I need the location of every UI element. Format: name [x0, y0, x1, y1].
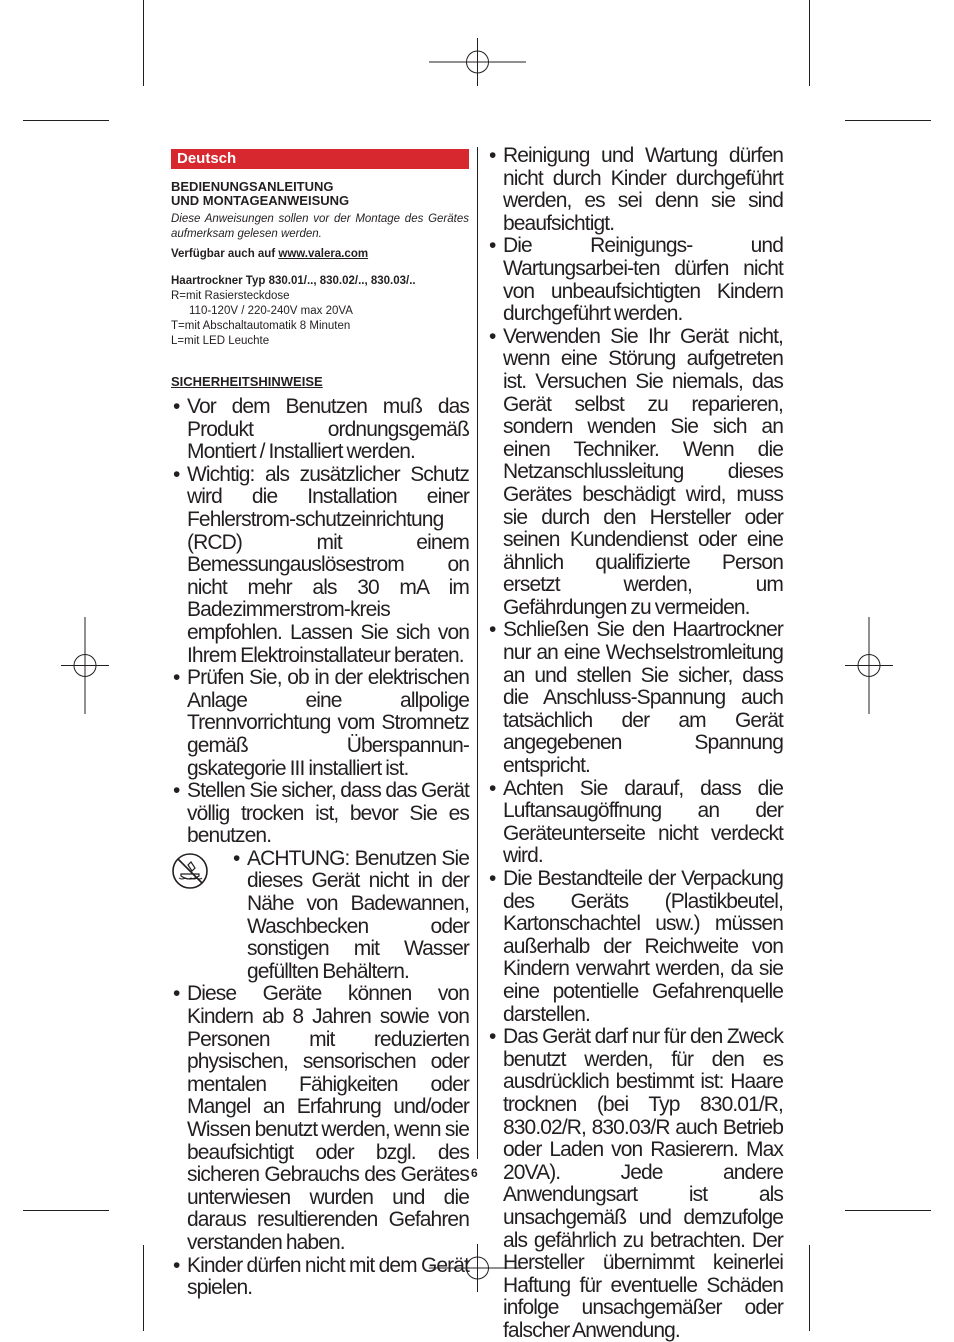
- website-link[interactable]: www.valera.com: [278, 248, 369, 260]
- heading-line: BEDIENUNGSANLEITUNG: [171, 179, 334, 194]
- type-title: Haartrockner Typ 830.01/.., 830.02/.., 830.03/..: [171, 275, 416, 287]
- list-item: • Achten Sie darauf, dass die Luftansaugöffnung an der Geräteunterseite nicht verdeckt wird.: [487, 778, 783, 868]
- type-line: L=mit LED Leuchte: [171, 335, 270, 347]
- safety-heading: SICHERHEITSHINWEISE: [171, 374, 323, 389]
- crop-mark: [23, 120, 109, 121]
- type-line: 110-120V / 220-240V max 20VA: [189, 305, 353, 317]
- right-column: [487, 145, 783, 1342]
- registration-mark-left: [61, 617, 109, 714]
- type-line: R=mit Rasiersteckdose: [171, 290, 290, 302]
- list-item: • Die Bestandteile der Verpackung des Geräts (Plastikbeutel, Kartonschachtel usw.) müssen außerhalb der Reichweite von Kindern verwahrt werden, da sie eine potentielle Gefahrenquelle darstellen.: [487, 868, 783, 1026]
- crop-mark: [845, 1210, 931, 1211]
- list-item: • Reinigung und Wartung dürfen nicht durch Kinder durchgeführt werden, es sei denn sie sind beaufsichtigt.: [487, 145, 783, 235]
- list-item: • Schließen Sie den Haartrockner nur an eine Wechselstromleitung an und stellen Sie sicher, dass die Anschluss-Spannung auch tatsächlich der am Gerät angegebenen Spannung entspricht.: [487, 619, 783, 777]
- crop-mark: [143, 1245, 144, 1331]
- heading-line: UND MONTAGEANWEISUNG: [171, 193, 350, 208]
- safety-list: [171, 396, 469, 848]
- list-item: • Stellen Sie sicher, dass das Gerät völlig trocken ist, bevor Sie es benutzen.: [171, 780, 469, 848]
- list-item: • Die Reinigungs- und Wartungsarbei-ten dürfen nicht von unbeaufsichtigten Kindern durchgeführt werden.: [487, 235, 783, 325]
- page-number: 6: [471, 1166, 478, 1180]
- registration-mark-right: [845, 617, 893, 714]
- no-water-warning-icon: [171, 852, 209, 890]
- warning-item: • ACHTUNG: Benutzen Sie dieses Gerät nicht in der Nähe von Badewannen, Waschbecken oder sonstigen mit Wasser gefüllten Behältern.: [231, 848, 469, 984]
- intro-text: Diese Anweisungen sollen vor der Montage des Gerätes aufmerksam gelesen werden.: [171, 213, 469, 240]
- availability-line: [171, 248, 469, 260]
- crop-mark: [845, 120, 931, 121]
- left-column: [171, 149, 469, 1300]
- registration-mark-top: [429, 38, 526, 86]
- crop-mark: [809, 1245, 810, 1331]
- safety-list-right: [487, 145, 783, 1342]
- warning-block: [171, 848, 469, 984]
- crop-mark: [23, 1210, 109, 1211]
- list-item: • Vor dem Benutzen muß das Produkt ordnungsgemäß Montiert / Installiert werden.: [171, 396, 469, 464]
- safety-list-continued: [171, 983, 469, 1299]
- list-item: • Das Gerät darf nur für den Zweck benutzt werden, für den es ausdrücklich bestimmt ist: Haare trocknen (bei Typ 830.01/R, 830.02/R, 830.03/R auch Betrieb oder Laden von Rasierern. Max 20VA). Jede andere Anwendungsart ist als unsachgemäß und demzufolge als gefährlich zu betrachten. Der Hersteller übernimmt keinerlei Haftung für eventuelle Schäden infolge unsachgemäßer oder falscher Anwendung.: [487, 1026, 783, 1342]
- list-item: • Diese Geräte können von Kindern ab 8 Jahren sowie von Personen mit reduzierten physischen, sensorischen oder mentalen Fähigkeiten oder Mangel an Erfahrung und/oder Wissen benutzt werden, wenn sie beaufsichtigt oder bzgl. des sicheren Gebrauchs des Gerätes unterwiesen wurden und die daraus resultierenden Gefahren verstanden haben.: [171, 983, 469, 1254]
- list-item: • Prüfen Sie, ob in der elektrischen Anlage eine allpolige Trennvorrichtung vom Stromnetz gemäß Überspannun-gskategorie III installiert ist.: [171, 667, 469, 780]
- crop-mark: [809, 0, 810, 86]
- list-item: • Kinder dürfen nicht mit dem Gerät spielen.: [171, 1255, 469, 1300]
- availability-label: Verfügbar auch auf: [171, 248, 276, 260]
- column-divider: [477, 147, 478, 1159]
- list-item: • Verwenden Sie Ihr Gerät nicht, wenn eine Störung aufgetreten ist. Versuchen Sie niemals, das Gerät selbst zu reparieren, sondern wenden Sie sich an einen Techniker. Wenn die Netzanschlussleitung dieses Gerätes beschädigt wird, muss sie durch den Hersteller oder seinen Kundendienst oder eine ähnlich qualifizierte Person ersetzt werden, um Gefährdungen zu vermeiden.: [487, 326, 783, 620]
- manual-heading: [171, 180, 469, 208]
- type-line: T=mit Abschaltautomatik 8 Minuten: [171, 320, 351, 332]
- warning-list: [231, 848, 469, 984]
- crop-mark: [143, 0, 144, 86]
- language-bar: Deutsch: [171, 149, 469, 169]
- list-item: • Wichtig: als zusätzlicher Schutz wird die Installation einer Fehlerstrom-schutzeinrichtung (RCD) mit einem Bemessungauslösestrom on nicht mehr als 30 mA im Badezimmerstrom-kreis empfohlen. Lassen Sie sich von Ihrem Elektroinstallateur beraten.: [171, 464, 469, 667]
